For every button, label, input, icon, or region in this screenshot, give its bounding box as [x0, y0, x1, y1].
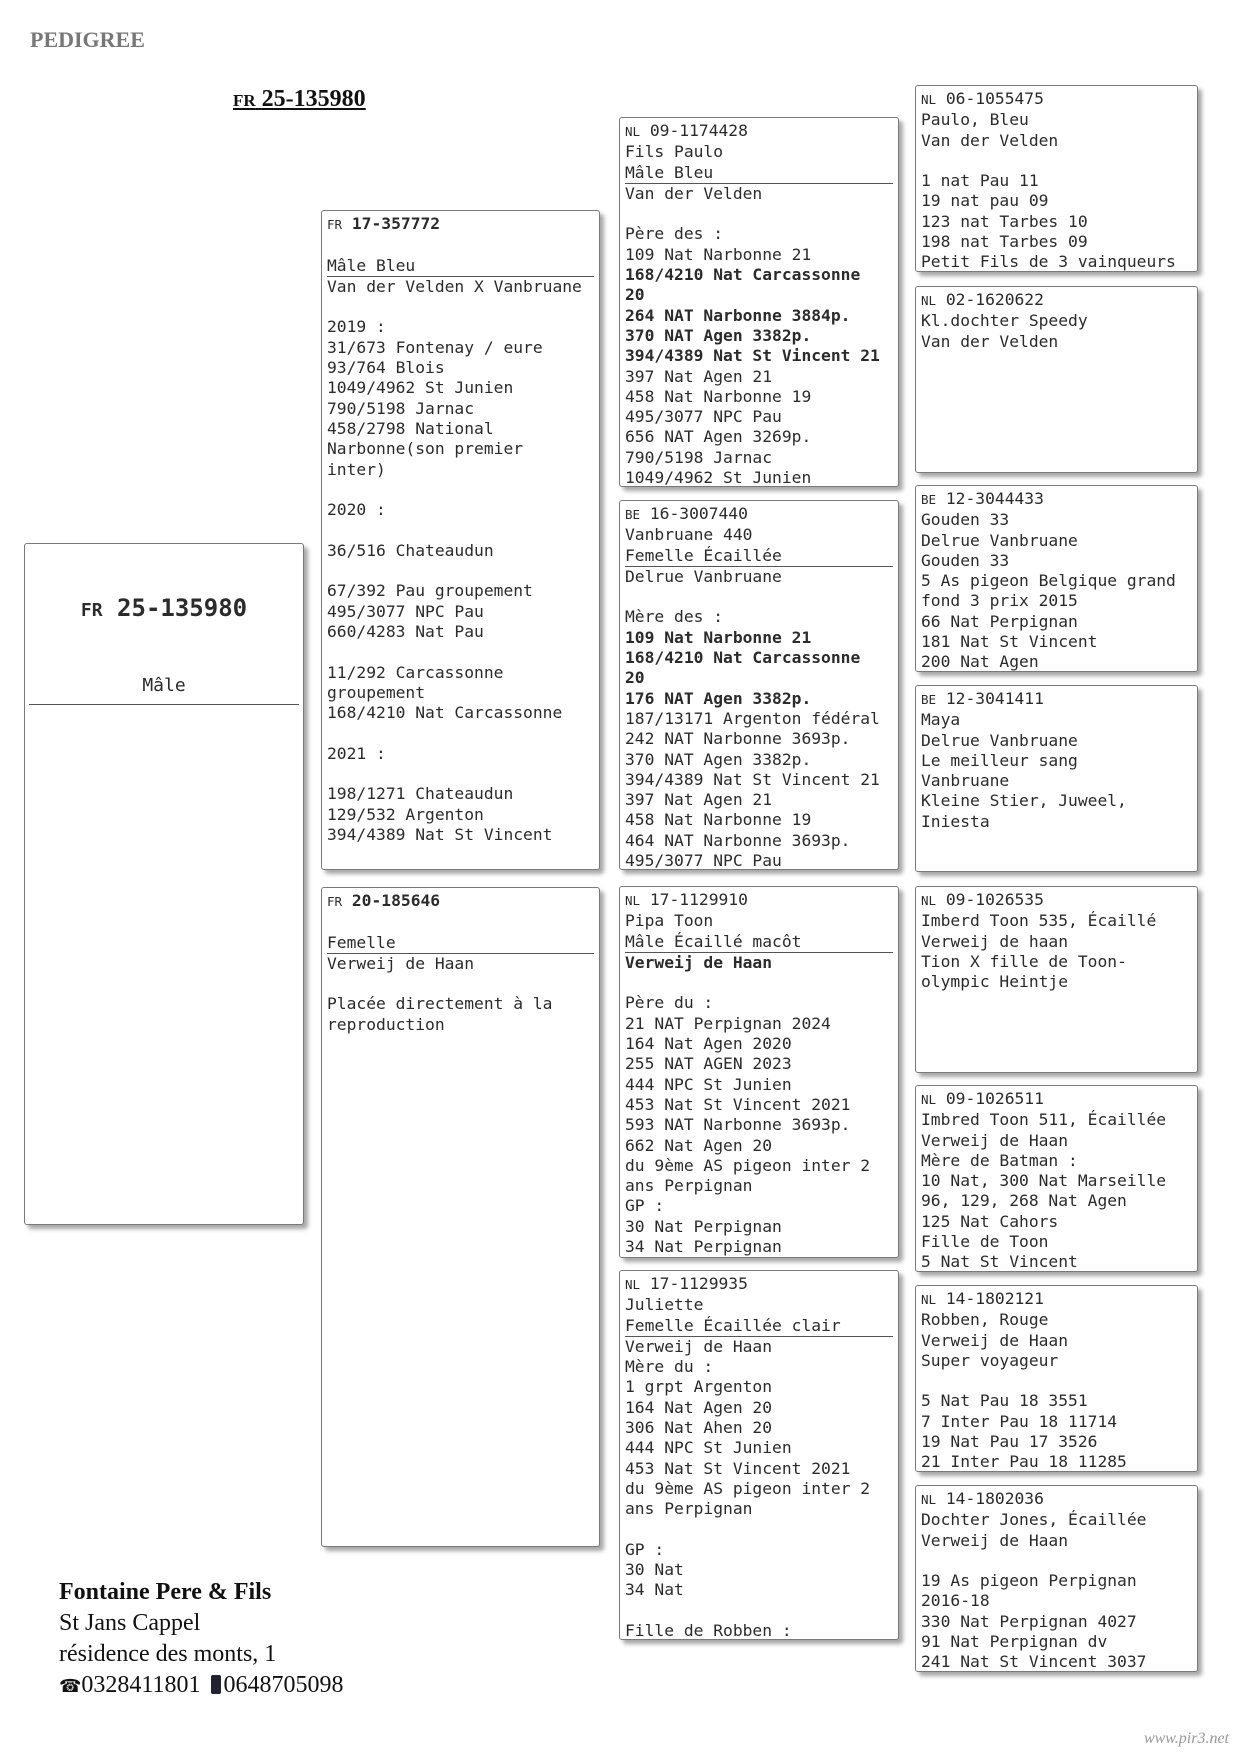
card-line: Kleine Stier, Juweel,	[921, 791, 1127, 811]
card-mother-mother[interactable]	[619, 1270, 899, 1640]
ring-number: 09-1174428	[649, 121, 748, 140]
card-line: Mâle Bleu	[625, 163, 893, 184]
owner-city: St Jans Cappel	[59, 1610, 201, 1636]
card-fff[interactable]	[915, 85, 1198, 272]
card-line: Gouden 33	[921, 550, 1010, 570]
card-line: Placée directement à la	[327, 994, 553, 1014]
country-code: BE	[921, 492, 937, 507]
card-line: Mâle Bleu	[327, 256, 594, 277]
card-line: Fils Paulo	[625, 142, 724, 162]
card-line: 241 Nat St Vincent 3037	[921, 1652, 1147, 1672]
card-mmm[interactable]	[915, 1485, 1198, 1672]
card-line: 370 NAT Agen 3382p.	[625, 749, 812, 769]
card-line: 67/392 Pau groupement	[327, 581, 533, 601]
card-line	[625, 204, 893, 224]
card-line: Dochter Jones, Écaillée	[921, 1510, 1147, 1530]
card-line: Pipa Toon	[625, 911, 714, 931]
main-number: 25-135980	[117, 593, 248, 622]
card-line: 495/3077 NPC Pau	[625, 851, 782, 870]
card-line: Verweij de haan	[921, 931, 1069, 951]
card-line	[921, 1371, 1192, 1391]
main-pigeon-card[interactable]	[24, 543, 304, 1225]
card-line: Maya	[921, 710, 961, 730]
country-code: BE	[625, 507, 641, 522]
card-line: Vanbruane 440	[625, 525, 753, 545]
card-line: 2020 :	[327, 500, 386, 520]
ring-number: 16-3007440	[649, 504, 748, 523]
card-line: 662 Nat Agen 20	[625, 1135, 773, 1155]
ring-heading	[233, 86, 366, 113]
card-line	[327, 723, 594, 743]
country-code: FR	[327, 217, 343, 232]
ring-line	[921, 290, 1192, 311]
card-line: 30 Nat Perpignan	[625, 1216, 782, 1236]
card-line: Femelle Écaillée clair	[625, 1316, 893, 1337]
ring-number: 09-1026535	[945, 890, 1044, 909]
owner-info	[59, 1577, 344, 1702]
card-line	[327, 642, 594, 662]
ring-line	[625, 504, 893, 525]
country-code: NL	[625, 1277, 641, 1292]
card-line: 453 Nat St Vincent 2021	[625, 1094, 851, 1114]
card-line: du 9ème AS pigeon inter 2	[625, 1478, 871, 1498]
card-line	[921, 1551, 1192, 1571]
card-line: 164 Nat Agen 2020	[625, 1034, 792, 1054]
card-line: 5 Nat Pau 18 3551	[921, 1391, 1088, 1411]
card-line	[327, 912, 594, 932]
card-line: 125 Nat Cahors	[921, 1211, 1059, 1231]
card-line: Fille de Toon	[921, 1232, 1049, 1252]
country-code: NL	[921, 1292, 937, 1307]
card-line: Mère des :	[625, 607, 724, 627]
ring-number: 20-185646	[351, 891, 441, 910]
card-line: Kl.dochter Speedy	[921, 311, 1088, 331]
card-line: 19 Nat Pau 17 3526	[921, 1432, 1098, 1452]
card-line	[327, 520, 594, 540]
card-line: GP :	[625, 1196, 665, 1216]
card-line: Van der Velden	[921, 331, 1059, 351]
country-code: NL	[921, 1492, 937, 1507]
card-line: 187/13171 Argenton fédéral	[625, 708, 880, 728]
ring-line	[921, 1089, 1192, 1110]
card-line: 181 Nat St Vincent	[921, 632, 1098, 652]
card-ffm[interactable]	[915, 286, 1198, 473]
watermark: www.pir3.net	[1143, 1730, 1229, 1747]
main-ring	[29, 593, 299, 626]
ring-number: 17-1129910	[649, 890, 748, 909]
card-line: fond 3 prix 2015	[921, 591, 1078, 611]
card-fmf[interactable]	[915, 485, 1198, 672]
card-line: Gouden 33	[921, 510, 1010, 530]
card-line: 91 Nat Perpignan dv	[921, 1632, 1108, 1652]
card-line: 21 NAT Perpignan 2024	[625, 1013, 831, 1033]
country-code: NL	[921, 1092, 937, 1107]
card-line: 66 Nat Perpignan	[921, 611, 1078, 631]
ring-number: 02-1620622	[945, 290, 1044, 309]
card-line: 200 Nat Agen	[921, 652, 1039, 672]
card-line	[625, 1520, 893, 1540]
card-line	[921, 151, 1192, 171]
card-line: 123 nat Tarbes 10	[921, 211, 1088, 231]
country-code: FR	[327, 894, 343, 909]
card-line: 453 Nat St Vincent 2021	[625, 1458, 851, 1478]
card-line	[327, 561, 594, 581]
card-line	[625, 587, 893, 607]
card-line: Iniesta	[921, 811, 990, 831]
country-code: BE	[921, 692, 937, 707]
card-mfm[interactable]	[915, 1085, 1198, 1272]
card-mother[interactable]	[321, 887, 600, 1547]
card-line: Verweij de Haan	[921, 1530, 1069, 1550]
card-line: 198 nat Tarbes 09	[921, 232, 1088, 252]
card-line: 168/4210 Nat Carcassonne	[327, 703, 563, 723]
card-line: Juliette	[625, 1295, 704, 1315]
page-title: PEDIGREE	[30, 27, 145, 52]
card-line: 444 NPC St Junien	[625, 1438, 792, 1458]
card-line: 20	[625, 668, 645, 688]
card-line: 495/3077 NPC Pau	[625, 407, 782, 427]
main-country: FR	[80, 599, 103, 621]
country-code: NL	[625, 124, 641, 139]
owner-name: Fontaine Pere & Fils	[59, 1579, 272, 1605]
ring-number: 12-3041411	[945, 689, 1044, 708]
country-code: NL	[625, 893, 641, 908]
ring-line	[921, 89, 1192, 110]
card-line: 790/5198 Jarnac	[327, 398, 475, 418]
card-line: 5 Nat St Vincent	[921, 1252, 1078, 1272]
card-line: 660/4283 Nat Pau	[327, 621, 484, 641]
ring-number: 14-1802036	[945, 1489, 1044, 1508]
card-line: 394/4389 Nat St Vincent	[327, 824, 553, 844]
phone-icon: ☎	[59, 1676, 82, 1696]
card-line: 19 As pigeon Perpignan	[921, 1571, 1137, 1591]
card-line: Paulo, Bleu	[921, 110, 1029, 130]
card-line	[327, 764, 594, 784]
card-line: 458/2798 National	[327, 418, 494, 438]
card-line: 458 Nat Narbonne 19	[625, 386, 812, 406]
card-line: Delrue Vanbruane	[921, 730, 1078, 750]
card-line: olympic Heintje	[921, 972, 1069, 992]
card-line: ans Perpignan	[625, 1499, 753, 1519]
card-line: 1 grpt Argenton	[625, 1377, 773, 1397]
card-line: 444 NPC St Junien	[625, 1074, 792, 1094]
card-mmf[interactable]	[915, 1285, 1198, 1472]
card-line: Verweij de Haan	[327, 953, 475, 973]
card-father-father[interactable]	[619, 117, 899, 487]
card-line: Imberd Toon 535, Écaillé	[921, 911, 1157, 931]
card-line: 96, 129, 268 Nat Agen	[921, 1191, 1127, 1211]
card-mff[interactable]	[915, 886, 1198, 1073]
card-father[interactable]	[321, 210, 600, 870]
card-line: Mère de Batman :	[921, 1150, 1078, 1170]
card-line: 168/4210 Nat Carcassonne	[625, 265, 861, 285]
card-line: 1049/4962 St Junien	[625, 468, 812, 487]
ring-number: 14-1802121	[945, 1289, 1044, 1308]
card-line: 168/4210 Nat Carcassonne	[625, 648, 861, 668]
card-line: 7 Inter Pau 18 11714	[921, 1411, 1118, 1431]
card-line: GP :	[625, 1539, 665, 1559]
card-line: Vanbruane	[921, 771, 1010, 791]
card-line: 1049/4962 St Junien	[327, 378, 514, 398]
card-line: 458 Nat Narbonne 19	[625, 810, 812, 830]
card-line: Super voyageur	[921, 1350, 1059, 1370]
card-line: Femelle Écaillée	[625, 546, 893, 567]
card-line: Imbred Toon 511, Écaillée	[921, 1110, 1167, 1130]
country-code: NL	[921, 293, 937, 308]
card-line: 255 NAT AGEN 2023	[625, 1054, 792, 1074]
card-line: Verweij de Haan	[921, 1330, 1069, 1350]
card-line: Robben, Rouge	[921, 1310, 1049, 1330]
card-line: 198/1271 Chateaudun	[327, 784, 514, 804]
card-line	[327, 235, 594, 255]
owner-address: résidence des monts, 1	[59, 1641, 277, 1667]
card-line	[327, 974, 594, 994]
card-line: 397 Nat Agen 21	[625, 366, 773, 386]
card-line: 2021 :	[327, 743, 386, 763]
card-line: 11/292 Carcassonne	[327, 662, 504, 682]
card-line: 109 Nat Narbonne 21	[625, 627, 812, 647]
card-line: Le meilleur sang	[921, 750, 1078, 770]
card-line: 129/532 Argenton	[327, 804, 484, 824]
card-line: Mâle Écaillé macôt	[625, 932, 893, 953]
card-fmm[interactable]	[915, 685, 1198, 872]
card-line: Delrue Vanbruane	[625, 566, 782, 586]
card-line: groupement	[327, 682, 426, 702]
card-line: ans Perpignan	[625, 1176, 753, 1196]
card-line	[625, 973, 893, 993]
card-line: 109 Nat Narbonne 21	[625, 244, 812, 264]
card-line: 790/5198 Jarnac	[625, 447, 773, 467]
ring-number: 06-1055475	[945, 89, 1044, 108]
card-line: 36/516 Chateaudun	[327, 540, 494, 560]
ring-line	[625, 890, 893, 911]
card-line: 264 NAT Narbonne 3884p.	[625, 305, 851, 325]
ring-country: FR	[233, 91, 256, 110]
ring-number: 25-135980	[261, 86, 366, 112]
card-line: 1 nat Pau 11	[921, 171, 1039, 191]
card-line: 394/4389 Nat St Vincent 21	[625, 769, 880, 789]
card-line	[625, 1601, 893, 1621]
card-line: 2019 :	[327, 317, 386, 337]
card-line: Père du :	[625, 993, 714, 1013]
card-line: Verweij de Haan	[625, 1336, 773, 1356]
card-line: Père des :	[625, 224, 724, 244]
card-line: Tion X fille de Toon-	[921, 951, 1127, 971]
country-code: NL	[921, 893, 937, 908]
card-line: 394/4389 Nat St Vincent 21	[625, 346, 880, 366]
ring-number: 09-1026511	[945, 1089, 1044, 1108]
ring-line	[921, 1289, 1192, 1310]
card-line: 330 Nat Perpignan 4027	[921, 1611, 1137, 1631]
card-line: Van der Velden	[625, 183, 763, 203]
card-line: 593 NAT Narbonne 3693p.	[625, 1115, 851, 1135]
card-line: Narbonne(son premier	[327, 439, 524, 459]
card-line: 20	[625, 285, 645, 305]
card-line: 19 nat pau 09	[921, 191, 1049, 211]
card-line: Mère du :	[625, 1357, 714, 1377]
card-line: Van der Velden X Vanbruane	[327, 276, 582, 296]
card-line: reproduction	[327, 1014, 445, 1034]
card-line	[327, 297, 594, 317]
card-line: Van der Velden	[921, 130, 1059, 150]
card-line: du 9ème AS pigeon inter 2	[625, 1155, 871, 1175]
mobile-icon	[211, 1675, 221, 1694]
card-line: 495/3077 NPC Pau	[327, 601, 484, 621]
card-mother-father[interactable]	[619, 886, 899, 1258]
owner-phone[interactable]: 0328411801	[81, 1672, 201, 1698]
card-line	[327, 480, 594, 500]
ring-number: 17-357772	[351, 214, 441, 233]
ring-line	[625, 1274, 893, 1295]
card-line: Verweij de Haan	[625, 952, 773, 972]
card-line: 164 Nat Agen 20	[625, 1397, 773, 1417]
card-line: 31/673 Fontenay / eure	[327, 337, 543, 357]
card-line: Femelle	[327, 933, 594, 954]
card-line: Delrue Vanbruane	[921, 530, 1078, 550]
card-line: 34 Nat	[625, 1580, 684, 1600]
card-line: 10 Nat, 300 Nat Marseille	[921, 1171, 1167, 1191]
card-line: Petit Fils de 3 vainqueurs	[921, 252, 1176, 272]
card-line: 34 Nat Perpignan	[625, 1237, 782, 1257]
card-line: Verweij de Haan	[921, 1130, 1069, 1150]
card-line: 306 Nat Ahen 20	[625, 1418, 773, 1438]
card-line: 397 Nat Agen 21	[625, 790, 773, 810]
ring-line	[921, 689, 1192, 710]
country-code: NL	[921, 92, 937, 107]
card-line: 176 NAT Agen 3382p.	[625, 688, 812, 708]
card-line: 464 NAT Narbonne 3693p.	[625, 830, 851, 850]
card-line: Fille de Robben :	[625, 1621, 792, 1640]
ring-line	[921, 890, 1192, 911]
ring-line	[921, 1489, 1192, 1510]
card-line: 30 Nat	[625, 1560, 684, 1580]
card-father-mother[interactable]	[619, 500, 899, 870]
card-line: 656 NAT Agen 3269p.	[625, 427, 812, 447]
card-line: 21 Inter Pau 18 11285	[921, 1452, 1127, 1472]
card-line: 5 As pigeon Belgique grand	[921, 571, 1176, 591]
owner-mobile[interactable]: 0648705098	[223, 1672, 344, 1698]
owner-phones	[59, 1670, 344, 1702]
ring-line	[327, 891, 594, 912]
card-line: 370 NAT Agen 3382p.	[625, 325, 812, 345]
ring-number: 12-3044433	[945, 489, 1044, 508]
card-line: 93/764 Blois	[327, 358, 445, 378]
ring-line	[625, 121, 893, 142]
main-sex: Mâle	[29, 676, 299, 705]
ring-line	[921, 489, 1192, 510]
card-line: inter)	[327, 459, 386, 479]
ring-number: 17-1129935	[649, 1274, 748, 1293]
card-line: 242 NAT Narbonne 3693p.	[625, 729, 851, 749]
ring-line	[327, 214, 594, 235]
card-line: 2016-18	[921, 1591, 990, 1611]
